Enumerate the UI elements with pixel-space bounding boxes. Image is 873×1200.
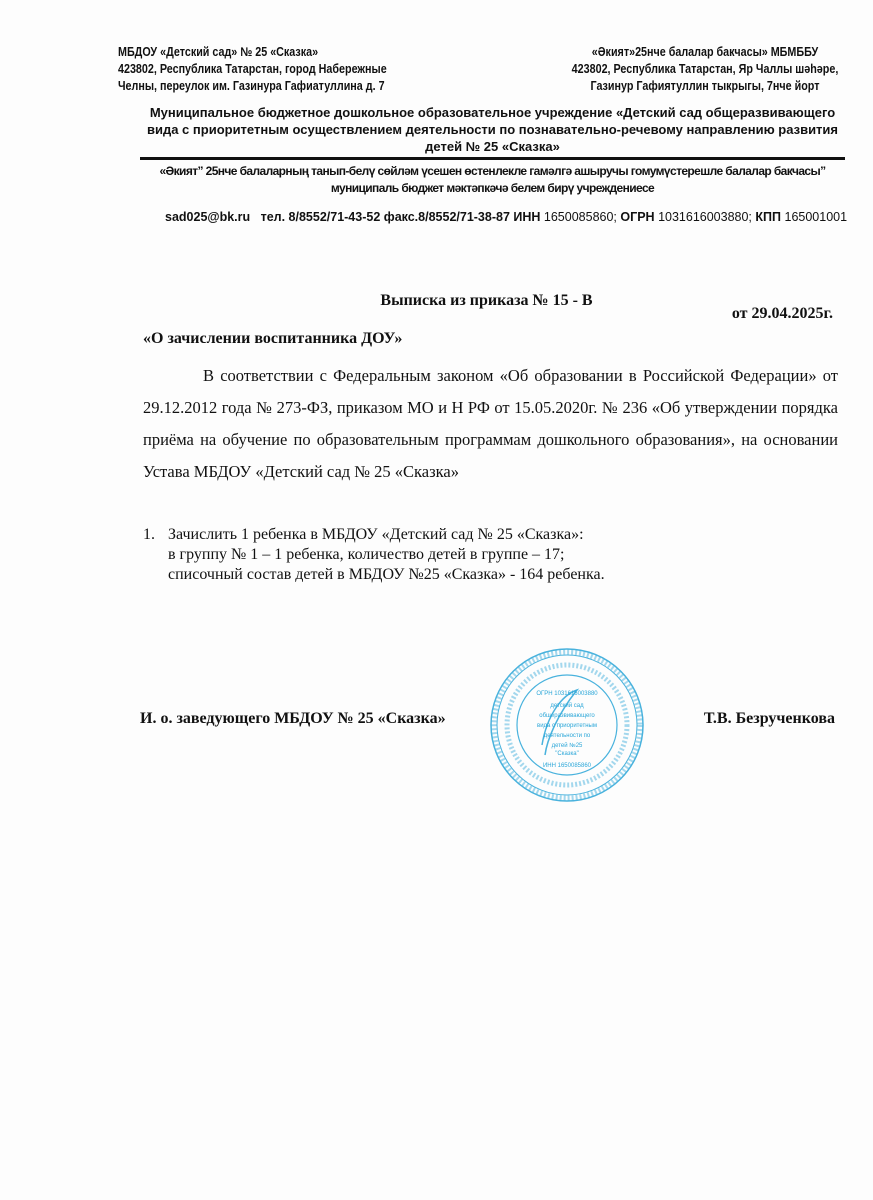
document-body	[143, 360, 838, 488]
header-left	[118, 44, 462, 95]
header-right-line: Газинур Гафиятуллин тыкрыгы, 7нче йорт	[590, 79, 820, 93]
header-left-line: Челны, переулок им. Газинура Гафиатуллина д. 7	[118, 79, 385, 93]
svg-text:вида с приоритетным: вида с приоритетным	[537, 723, 597, 729]
ogrn-label: ОГРН	[620, 210, 655, 224]
institution-name: Муниципальное бюджетное дошкольное образовательное учреждение «Детский сад общеразвивающего вида с приоритетным осуществлением деятельности по познавательно-речевому направлению развития детей № 25 «Сказка»	[146, 105, 839, 154]
inn: 1650085860;	[543, 210, 617, 224]
list-line: Зачислить 1 ребенка в МБДОУ «Детский сад № 25 «Сказка»:	[168, 526, 584, 543]
list-line: в группу № 1 – 1 ребенка, количество детей в группе – 17;	[168, 546, 565, 563]
signature-name: Т.В. Безрученкова	[703, 710, 835, 727]
svg-text:детский сад: детский сад	[550, 703, 584, 709]
order-list	[143, 525, 843, 585]
kpp-label: КПП	[755, 210, 782, 224]
kpp: 165001001	[784, 210, 848, 224]
svg-text:детей №25: детей №25	[551, 743, 583, 749]
email: sad025@bk.ru	[165, 210, 251, 224]
institution-name-tatar: «Әкият” 25нче балаларның танып-белү сөйләм үсешен өстенлекле гамәлгә ашыручы гомумүстерешле балалар бакчасы” муниципаль бюджет мәктәпкәчә белем бирү учреждениесе	[159, 164, 826, 195]
header-left-line: 423802, Республика Татарстан, город Набережные	[118, 62, 387, 76]
list-number: 1.	[143, 526, 155, 543]
document-date: от 29.04.2025г.	[731, 305, 833, 322]
signature-position: И. о. заведующего МБДОУ № 25 «Сказка»	[140, 710, 446, 727]
header-divider	[140, 157, 845, 160]
document-title: Выписка из приказа № 15 - В	[380, 292, 593, 309]
header-left-line: МБДОУ «Детский сад» № 25 «Сказка»	[118, 45, 319, 59]
svg-text:ОГРН 1031616003880: ОГРН 1031616003880	[536, 691, 598, 697]
contact-line	[165, 210, 865, 224]
header-right	[542, 44, 869, 95]
svg-text:деятельности по: деятельности по	[543, 733, 591, 739]
official-stamp	[487, 645, 647, 805]
ogrn: 1031616003880;	[658, 210, 752, 224]
document-subject: «О зачислении воспитанника ДОУ»	[143, 330, 403, 347]
svg-text:ИНН 1650085860: ИНН 1650085860	[542, 763, 592, 769]
header-right-line: 423802, Республика Татарстан, Яр Чаллы шәһәре,	[571, 62, 839, 76]
body-paragraph: В соответствии с Федеральным законом «Об образовании в Российской Федерации» от 29.12.2012 года № 273-ФЗ, приказом МО и Н РФ от 15.05.2020г. № 236 «Об утверждении порядка приёма на обучение по образовательным программам дошкольного образования», на основании Устава МБДОУ «Детский сад № 25 «Сказка»	[143, 366, 838, 481]
header-right-line: «Әкият»25нче балалар бакчасы» МБМББУ	[591, 45, 819, 59]
phone: тел. 8/8552/71-43-52 факс.8/8552/71-38-87 ИНН	[260, 210, 541, 224]
list-line: списочный состав детей в МБДОУ №25 «Сказка» - 164 ребенка.	[168, 566, 605, 583]
svg-text:"Сказка": "Сказка"	[555, 751, 579, 757]
svg-text:общеразвивающего: общеразвивающего	[539, 713, 595, 719]
